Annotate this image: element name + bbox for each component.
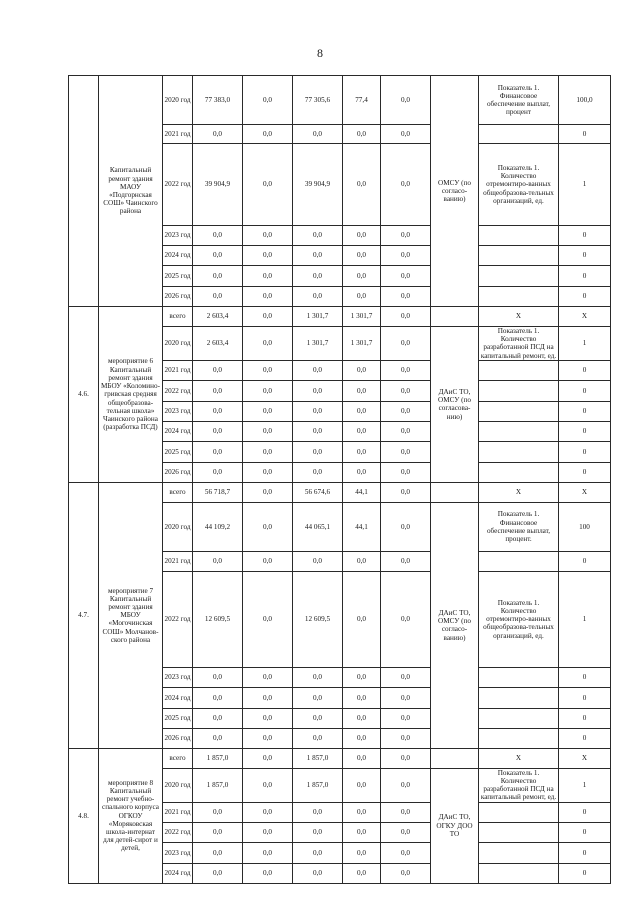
other-cell: 0,0: [381, 360, 431, 380]
other-cell: 0,0: [381, 441, 431, 462]
indicator-cell: Х: [479, 748, 559, 768]
federal-cell: 0,0: [243, 380, 293, 401]
local-cell: 0,0: [343, 380, 381, 401]
indicator-cell: [479, 708, 559, 728]
executor-cell: ОМСУ (по согласо-ванию): [431, 76, 479, 307]
period-cell: 2020 год: [163, 327, 193, 361]
local-cell: 0,0: [343, 287, 381, 307]
indicator-cell: [479, 421, 559, 441]
item-number: 4.8.: [69, 748, 99, 883]
indicator-cell: [479, 226, 559, 246]
period-cell: всего: [163, 482, 193, 502]
other-cell: 0,0: [381, 802, 431, 822]
total-cell: 0,0: [193, 863, 243, 883]
local-cell: 0,0: [343, 571, 381, 667]
other-cell: 0,0: [381, 768, 431, 802]
indicator-value: 1: [559, 144, 611, 226]
period-cell: 2023 год: [163, 667, 193, 687]
local-cell: 0,0: [343, 728, 381, 748]
indicator-cell: Показатель 1. Количество отремонтиро-ванных общеобразова-тельных организаций, ед.: [479, 571, 559, 667]
period-cell: 2022 год: [163, 571, 193, 667]
indicator-value: Х: [559, 307, 611, 327]
regional-cell: 0,0: [293, 266, 343, 287]
indicator-value: 0: [559, 802, 611, 822]
indicator-cell: [479, 728, 559, 748]
regional-cell: 0,0: [293, 462, 343, 482]
federal-cell: 0,0: [243, 266, 293, 287]
table-body: [69, 76, 611, 884]
period-cell: 2024 год: [163, 863, 193, 883]
local-cell: 0,0: [343, 842, 381, 863]
regional-cell: 0,0: [293, 708, 343, 728]
regional-cell: 0,0: [293, 667, 343, 687]
federal-cell: 0,0: [243, 360, 293, 380]
indicator-value: 0: [559, 708, 611, 728]
period-cell: 2023 год: [163, 226, 193, 246]
indicator-value: 1: [559, 768, 611, 802]
regional-cell: 0,0: [293, 421, 343, 441]
period-cell: 2024 год: [163, 246, 193, 266]
period-cell: 2025 год: [163, 266, 193, 287]
total-cell: 0,0: [193, 842, 243, 863]
total-cell: 0,0: [193, 462, 243, 482]
total-cell: 0,0: [193, 687, 243, 708]
indicator-value: 1: [559, 327, 611, 361]
total-cell: 0,0: [193, 441, 243, 462]
item-number: [69, 76, 99, 307]
federal-cell: 0,0: [243, 551, 293, 571]
measure-name: мероприятие 8 Капитальный ремонт учебно-спального корпуса ОГКОУ «Моряковская школа-интернат для детей-сирот и детей,: [99, 748, 163, 883]
total-cell: 0,0: [193, 421, 243, 441]
regional-cell: 0,0: [293, 822, 343, 842]
table-row: [69, 307, 611, 327]
table-row: [69, 482, 611, 502]
indicator-value: 0: [559, 360, 611, 380]
local-cell: 0,0: [343, 687, 381, 708]
local-cell: 0,0: [343, 748, 381, 768]
period-cell: всего: [163, 748, 193, 768]
regional-cell: 0,0: [293, 360, 343, 380]
total-cell: 1 857,0: [193, 748, 243, 768]
local-cell: 0,0: [343, 441, 381, 462]
total-cell: 0,0: [193, 266, 243, 287]
federal-cell: 0,0: [243, 502, 293, 551]
period-cell: 2020 год: [163, 502, 193, 551]
regional-cell: 1 301,7: [293, 327, 343, 361]
regional-cell: 12 609,5: [293, 571, 343, 667]
measure-name: мероприятие 7 Капитальный ремонт здания МБОУ «Могочинская СОШ» Молчанов-ского района: [99, 482, 163, 748]
indicator-cell: [479, 360, 559, 380]
local-cell: 0,0: [343, 462, 381, 482]
indicator-cell: [479, 687, 559, 708]
federal-cell: 0,0: [243, 401, 293, 421]
program-table: [68, 75, 611, 884]
executor-cell: [431, 482, 479, 502]
regional-cell: 0,0: [293, 287, 343, 307]
local-cell: 0,0: [343, 421, 381, 441]
local-cell: 0,0: [343, 360, 381, 380]
period-cell: 2025 год: [163, 441, 193, 462]
indicator-cell: [479, 667, 559, 687]
federal-cell: 0,0: [243, 327, 293, 361]
period-cell: 2024 год: [163, 421, 193, 441]
indicator-value: 0: [559, 687, 611, 708]
period-cell: 2022 год: [163, 822, 193, 842]
period-cell: 2025 год: [163, 708, 193, 728]
indicator-value: 0: [559, 380, 611, 401]
indicator-value: Х: [559, 482, 611, 502]
regional-cell: 56 674,6: [293, 482, 343, 502]
total-cell: 0,0: [193, 125, 243, 144]
indicator-value: 0: [559, 226, 611, 246]
regional-cell: 1 301,7: [293, 307, 343, 327]
local-cell: 1 301,7: [343, 307, 381, 327]
other-cell: 0,0: [381, 125, 431, 144]
other-cell: 0,0: [381, 401, 431, 421]
federal-cell: 0,0: [243, 822, 293, 842]
total-cell: 0,0: [193, 401, 243, 421]
regional-cell: 0,0: [293, 441, 343, 462]
other-cell: 0,0: [381, 307, 431, 327]
total-cell: 1 857,0: [193, 768, 243, 802]
local-cell: 0,0: [343, 863, 381, 883]
local-cell: 0,0: [343, 266, 381, 287]
table-row: [69, 748, 611, 768]
local-cell: 0,0: [343, 144, 381, 226]
other-cell: 0,0: [381, 571, 431, 667]
local-cell: 0,0: [343, 667, 381, 687]
regional-cell: 0,0: [293, 380, 343, 401]
indicator-cell: [479, 125, 559, 144]
federal-cell: 0,0: [243, 863, 293, 883]
other-cell: 0,0: [381, 380, 431, 401]
regional-cell: 39 904,9: [293, 144, 343, 226]
indicator-value: 0: [559, 266, 611, 287]
total-cell: 0,0: [193, 380, 243, 401]
indicator-value: 0: [559, 863, 611, 883]
regional-cell: 1 857,0: [293, 748, 343, 768]
local-cell: 0,0: [343, 401, 381, 421]
total-cell: 0,0: [193, 551, 243, 571]
local-cell: 0,0: [343, 822, 381, 842]
measure-name: Капитальный ремонт здания МАОУ «Подгорнская СОШ» Чаинского района: [99, 76, 163, 307]
local-cell: 0,0: [343, 802, 381, 822]
period-cell: 2026 год: [163, 287, 193, 307]
federal-cell: 0,0: [243, 307, 293, 327]
period-cell: 2022 год: [163, 380, 193, 401]
indicator-cell: [479, 401, 559, 421]
indicator-cell: [479, 287, 559, 307]
total-cell: 2 603,4: [193, 307, 243, 327]
period-cell: 2026 год: [163, 728, 193, 748]
period-cell: 2021 год: [163, 125, 193, 144]
executor-cell: ДАиС ТО, ОМСУ (по согласова-нию): [431, 327, 479, 483]
regional-cell: 1 857,0: [293, 768, 343, 802]
other-cell: 0,0: [381, 842, 431, 863]
total-cell: 0,0: [193, 802, 243, 822]
local-cell: 77,4: [343, 76, 381, 125]
federal-cell: 0,0: [243, 125, 293, 144]
item-number: 4.6.: [69, 307, 99, 483]
other-cell: 0,0: [381, 748, 431, 768]
federal-cell: 0,0: [243, 708, 293, 728]
other-cell: 0,0: [381, 144, 431, 226]
regional-cell: 0,0: [293, 401, 343, 421]
regional-cell: 0,0: [293, 687, 343, 708]
federal-cell: 0,0: [243, 667, 293, 687]
federal-cell: 0,0: [243, 748, 293, 768]
regional-cell: 0,0: [293, 125, 343, 144]
other-cell: 0,0: [381, 667, 431, 687]
indicator-cell: [479, 863, 559, 883]
period-cell: 2021 год: [163, 551, 193, 571]
indicator-value: 0: [559, 842, 611, 863]
indicator-cell: [479, 842, 559, 863]
federal-cell: 0,0: [243, 144, 293, 226]
period-cell: 2023 год: [163, 842, 193, 863]
other-cell: 0,0: [381, 266, 431, 287]
indicator-value: 0: [559, 728, 611, 748]
federal-cell: 0,0: [243, 441, 293, 462]
period-cell: 2023 год: [163, 401, 193, 421]
period-cell: 2022 год: [163, 144, 193, 226]
indicator-value: 0: [559, 401, 611, 421]
local-cell: 44,1: [343, 482, 381, 502]
indicator-cell: [479, 802, 559, 822]
regional-cell: 0,0: [293, 551, 343, 571]
other-cell: 0,0: [381, 687, 431, 708]
period-cell: 2021 год: [163, 802, 193, 822]
executor-cell: [431, 748, 479, 768]
period-cell: 2020 год: [163, 768, 193, 802]
local-cell: 0,0: [343, 708, 381, 728]
federal-cell: 0,0: [243, 482, 293, 502]
indicator-cell: Показатель 1. Финансовое обеспечение выплат, процент: [479, 76, 559, 125]
regional-cell: 0,0: [293, 802, 343, 822]
total-cell: 0,0: [193, 226, 243, 246]
indicator-cell: [479, 462, 559, 482]
period-cell: 2026 год: [163, 462, 193, 482]
indicator-value: 0: [559, 551, 611, 571]
executor-cell: ДАиС ТО, ОМСУ (по согласо-ванию): [431, 502, 479, 748]
indicator-value: 0: [559, 421, 611, 441]
indicator-cell: [479, 266, 559, 287]
total-cell: 0,0: [193, 360, 243, 380]
total-cell: 56 718,7: [193, 482, 243, 502]
other-cell: 0,0: [381, 863, 431, 883]
federal-cell: 0,0: [243, 421, 293, 441]
total-cell: 44 109,2: [193, 502, 243, 551]
period-cell: 2020 год: [163, 76, 193, 125]
total-cell: 0,0: [193, 822, 243, 842]
indicator-cell: [479, 246, 559, 266]
indicator-value: 0: [559, 287, 611, 307]
federal-cell: 0,0: [243, 226, 293, 246]
regional-cell: 0,0: [293, 246, 343, 266]
local-cell: 0,0: [343, 226, 381, 246]
executor-cell: ДАиС ТО, ОГКУ ДОО ТО: [431, 768, 479, 883]
executor-cell: [431, 307, 479, 327]
indicator-cell: Показатель 1. Финансовое обеспечение выплат, процент.: [479, 502, 559, 551]
total-cell: 0,0: [193, 246, 243, 266]
total-cell: 39 904,9: [193, 144, 243, 226]
local-cell: 0,0: [343, 768, 381, 802]
regional-cell: 0,0: [293, 842, 343, 863]
period-cell: 2024 год: [163, 687, 193, 708]
period-cell: 2021 год: [163, 360, 193, 380]
page-number: 8: [317, 46, 323, 60]
federal-cell: 0,0: [243, 287, 293, 307]
total-cell: 0,0: [193, 667, 243, 687]
federal-cell: 0,0: [243, 802, 293, 822]
other-cell: 0,0: [381, 287, 431, 307]
regional-cell: 0,0: [293, 728, 343, 748]
item-number: 4.7.: [69, 482, 99, 748]
other-cell: 0,0: [381, 482, 431, 502]
other-cell: 0,0: [381, 708, 431, 728]
other-cell: 0,0: [381, 502, 431, 551]
indicator-value: 100: [559, 502, 611, 551]
local-cell: 0,0: [343, 246, 381, 266]
regional-cell: 44 065,1: [293, 502, 343, 551]
federal-cell: 0,0: [243, 728, 293, 748]
indicator-cell: [479, 380, 559, 401]
local-cell: 1 301,7: [343, 327, 381, 361]
indicator-value: 100,0: [559, 76, 611, 125]
indicator-value: 0: [559, 125, 611, 144]
total-cell: 0,0: [193, 708, 243, 728]
federal-cell: 0,0: [243, 687, 293, 708]
indicator-cell: Показатель 1. Количество разработанной ПСД на капитальный ремонт, ед.: [479, 327, 559, 361]
indicator-value: 0: [559, 462, 611, 482]
total-cell: 0,0: [193, 287, 243, 307]
other-cell: 0,0: [381, 226, 431, 246]
regional-cell: 0,0: [293, 863, 343, 883]
indicator-cell: [479, 441, 559, 462]
other-cell: 0,0: [381, 462, 431, 482]
total-cell: 0,0: [193, 728, 243, 748]
other-cell: 0,0: [381, 76, 431, 125]
period-cell: всего: [163, 307, 193, 327]
other-cell: 0,0: [381, 551, 431, 571]
other-cell: 0,0: [381, 822, 431, 842]
indicator-value: 0: [559, 441, 611, 462]
other-cell: 0,0: [381, 327, 431, 361]
table-row: [69, 76, 611, 125]
indicator-cell: Х: [479, 307, 559, 327]
indicator-cell: Показатель 1. Количество разработанной ПСД на капитальный ремонт, ед.: [479, 768, 559, 802]
indicator-value: 0: [559, 667, 611, 687]
indicator-value: Х: [559, 748, 611, 768]
federal-cell: 0,0: [243, 76, 293, 125]
total-cell: 77 383,0: [193, 76, 243, 125]
local-cell: 0,0: [343, 125, 381, 144]
local-cell: 44,1: [343, 502, 381, 551]
other-cell: 0,0: [381, 246, 431, 266]
federal-cell: 0,0: [243, 246, 293, 266]
indicator-value: 0: [559, 822, 611, 842]
indicator-cell: [479, 551, 559, 571]
regional-cell: 0,0: [293, 226, 343, 246]
other-cell: 0,0: [381, 421, 431, 441]
regional-cell: 77 305,6: [293, 76, 343, 125]
other-cell: 0,0: [381, 728, 431, 748]
indicator-value: 0: [559, 246, 611, 266]
indicator-cell: Показатель 1. Количество отремонтиро-ванных общеобразова-тельных организаций, ед.: [479, 144, 559, 226]
indicator-value: 1: [559, 571, 611, 667]
total-cell: 12 609,5: [193, 571, 243, 667]
federal-cell: 0,0: [243, 842, 293, 863]
federal-cell: 0,0: [243, 571, 293, 667]
total-cell: 2 603,4: [193, 327, 243, 361]
federal-cell: 0,0: [243, 768, 293, 802]
local-cell: 0,0: [343, 551, 381, 571]
indicator-cell: Х: [479, 482, 559, 502]
indicator-cell: [479, 822, 559, 842]
federal-cell: 0,0: [243, 462, 293, 482]
measure-name: мероприятие 6 Капитальный ремонт здания МБОУ «Коломино-гривская средняя общеобразова-тельная школа» Чаинского района (разработка ПСД): [99, 307, 163, 483]
